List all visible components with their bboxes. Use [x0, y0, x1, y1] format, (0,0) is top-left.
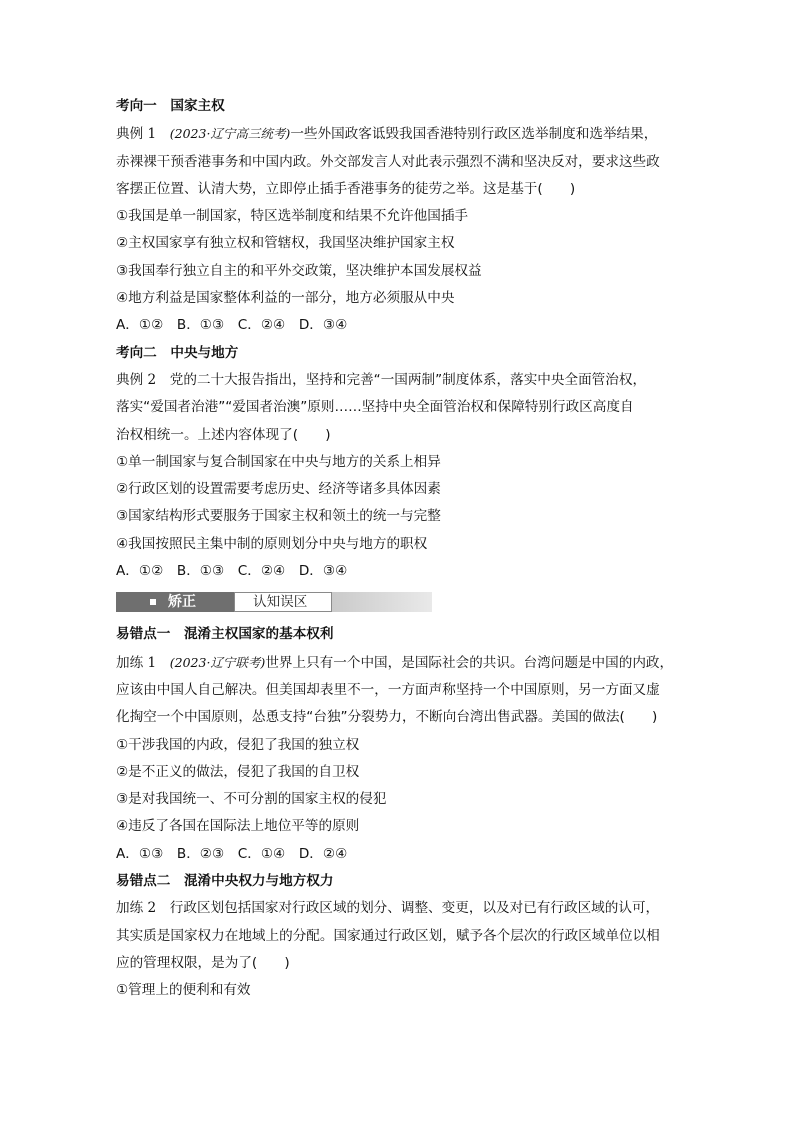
option-statement: ②是不正义的做法，侵犯了我国的自卫权 [116, 763, 360, 780]
banner-tag-text: 矫正 [168, 594, 196, 611]
option-statement: ④地方利益是国家整体利益的一部分，地方必须服从中央 [116, 290, 455, 307]
banner-tag [116, 592, 234, 612]
question-stem-line: 加练 1 (2023·辽宁联考)世界上只有一个中国，是国际社会的共识。台湾问题是中国的内政， [116, 654, 674, 671]
choice-d: D．②④ [298, 845, 348, 862]
option-statement: ③是对我国统一、不可分割的国家主权的侵犯 [116, 791, 387, 808]
choice-b: B．①③ [176, 317, 225, 334]
question-label: 典例 2 [116, 371, 157, 388]
option-statement: ②行政区划的设置需要考虑历史、经济等诸多具体因素 [116, 481, 441, 498]
document-page [116, 93, 686, 1005]
choice-c: C．①④ [237, 845, 286, 862]
option-statement: ①单一制国家与复合制国家在中央与地方的关系上相异 [116, 453, 441, 470]
choice-b: B．②③ [176, 845, 225, 862]
option-statement: ①管理上的便利和有效 [116, 982, 251, 999]
choice-c: C．②④ [237, 317, 286, 334]
option-statement: ③国家结构形式要服务于国家主权和领土的统一与完整 [116, 508, 441, 525]
question-stem-line: 应的管理权限，是为了( ) [116, 954, 290, 971]
section-title: 考向二 中央与地方 [116, 344, 239, 361]
question-label: 加练 2 [116, 900, 157, 917]
question-source: (2023·辽宁联考) [169, 654, 266, 670]
question-stem-line: 典例 2 党的二十大报告指出，坚持和完善“一国两制”制度体系，落实中央全面管治权， [116, 371, 647, 388]
section-title: 易错点一 混淆主权国家的基本权利 [116, 626, 334, 643]
question-source: (2023·辽宁高三统考) [169, 126, 291, 142]
choice-c: C．②④ [237, 563, 286, 580]
section-title: 易错点二 混淆中央权力与地方权力 [116, 873, 334, 890]
question-label: 加练 1 [116, 654, 157, 671]
answer-choices [116, 558, 686, 585]
question-stem-line: 典例 1 (2023·辽宁高三统考)一些外国政客诋毁我国香港特别行政区选举制度和选举结果， [116, 126, 658, 143]
choice-a: A．①② [116, 317, 164, 334]
section-title: 考向一 国家主权 [116, 98, 225, 114]
option-statement: ③我国奉行独立自主的和平外交政策，坚决维护本国发展权益 [116, 262, 482, 279]
question-stem-line: 落实“爱国者治港”“爱国者治澳”原则……坚持中央全面管治权和保障特别行政区高度自 [116, 399, 634, 416]
option-statement: ②主权国家享有独立权和管辖权，我国坚决维护国家主权 [116, 235, 455, 252]
question-stem-line: 化掏空一个中国原则，怂恿支持“台独”分裂势力，不断向台湾出售武器。美国的做法( ) [116, 709, 658, 726]
option-statement: ④违反了各国在国际法上地位平等的原则 [116, 818, 360, 835]
choice-a: A．①③ [116, 845, 164, 862]
question-stem-line: 客摆正位置、认清大势，立即停止插手香港事务的徒劳之举。这是基于( ) [116, 180, 576, 197]
question-stem-line: 治权相统一。上述内容体现了( ) [116, 426, 331, 443]
banner-subtitle: 认知误区 [253, 594, 308, 611]
option-statement: ①干涉我国的内政，侵犯了我国的独立权 [116, 736, 360, 753]
choice-d: D．③④ [298, 317, 348, 334]
question-stem-line: 加练 2 行政区划包括国家对行政区域的划分、调整、变更，以及对已有行政区域的认可， [116, 900, 660, 917]
question-stem-line: 应该由中国人自己解决。但美国却表里不一，一方面声称坚持一个中国原则，另一方面又虚 [116, 681, 660, 698]
question-stem-line: 其实质是国家权力在地域上的分配。国家通过行政区划，赋予各个层次的行政区域单位以相 [116, 927, 660, 944]
question-label: 典例 1 [116, 126, 157, 143]
banner-subtitle-box [234, 592, 332, 612]
choice-b: B．①③ [176, 563, 225, 580]
option-statement: ④我国按照民主集中制的原则划分中央与地方的职权 [116, 535, 428, 552]
choice-d: D．③④ [298, 563, 348, 580]
square-bullet-icon [150, 599, 156, 605]
answer-choices [116, 312, 686, 339]
option-statement: ①我国是单一制国家，特区选举制度和结果不允许他国插手 [116, 208, 469, 225]
question-stem-line: 赤裸裸干预香港事务和中国内政。外交部发言人对此表示强烈不满和坚决反对，要求这些政 [116, 153, 660, 170]
choice-a: A．①② [116, 563, 164, 580]
answer-choices [116, 841, 686, 868]
section-banner [116, 589, 432, 615]
